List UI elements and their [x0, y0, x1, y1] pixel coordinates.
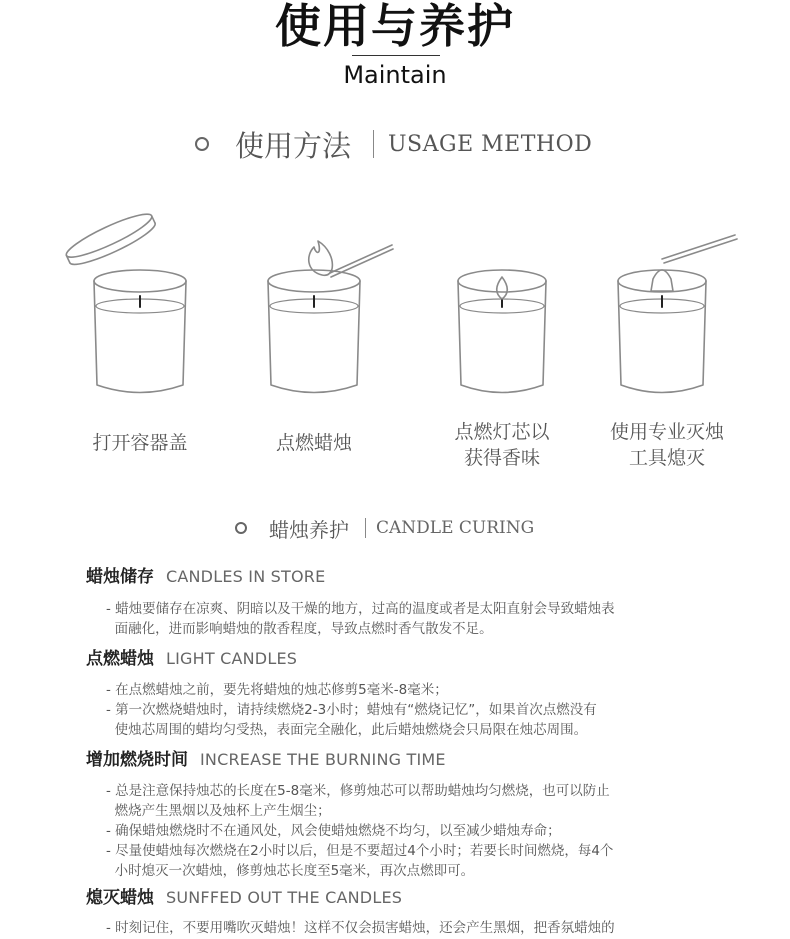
usage-method-heading	[195, 122, 592, 166]
usage-title-zh: 使用方法	[235, 128, 352, 163]
curing-title-zh: 蜡烛养护	[269, 517, 349, 542]
circle-bullet-icon	[195, 137, 209, 151]
title-underline	[352, 55, 440, 56]
page-title: 使用与养护	[275, 0, 515, 53]
care-text-burning-time: - 总是注意保持烛芯的长度在5-8毫米，修剪烛芯可以帮助蜡烛均匀燃烧，也可以防止 燃烧产生黑烟以及烛杯上产生烟尘； - 确保蜡烛燃烧时不在通风处，风会使蜡烛燃烧不均匀，以至减少蜡烛寿命； - 尽量使蜡烛每次燃烧在2小时以后，但是不要超过4个小时；若要长时间燃烧，每4个 小时熄灭一次蜡烛，修剪烛芯长度至5毫米，再次点燃即可。	[106, 783, 614, 879]
step-2-label: 点燃蜡烛	[275, 432, 352, 454]
jar-burning-candle-icon	[458, 270, 546, 393]
jar-with-lid-icon	[63, 208, 186, 393]
usage-steps-illustration	[0, 195, 790, 415]
step-1-label: 打开容器盖	[92, 432, 188, 454]
page-subtitle: Maintain	[343, 61, 447, 89]
curing-title-en: CANDLE CURING	[376, 518, 535, 538]
care-text-store: - 蜡烛要储存在凉爽、阴暗以及干燥的地方，过高的温度或者是太阳直射会导致蜡烛表 面融化，进而影响蜡烛的散香程度，导致点燃时香气散发不足。	[106, 601, 615, 637]
jar-with-snuffer-icon	[618, 235, 737, 393]
step-3-label: 点燃灯芯以 获得香味	[454, 421, 550, 469]
candle-curing-heading	[235, 512, 534, 544]
care-text-snuff-out: - 时刻记住，不要用嘴吹灭蜡烛！这样不仅会损害蜡烛，还会产生黑烟，把香氛蜡烛的	[106, 920, 615, 936]
heading-separator	[365, 518, 366, 538]
jar-lighting-match-icon	[268, 241, 393, 393]
usage-title-en: USAGE METHOD	[388, 131, 593, 157]
heading-separator	[373, 130, 374, 158]
care-text-light: - 在点燃蜡烛之前，要先将蜡烛的烛芯修剪5毫米-8毫米； - 第一次燃烧蜡烛时，请持续燃烧2-3小时；蜡烛有“燃烧记忆”，如果首次点燃没有 使烛芯周围的蜡均匀受热，表面完全融化，此后蜡烛燃烧会只局限在烛芯周围。	[106, 682, 597, 738]
step-4-label: 使用专业灭烛 工具熄灭	[609, 421, 724, 469]
circle-bullet-icon	[235, 522, 247, 534]
care-heading-snuff-out: 熄灭蜡烛 SUNFFED OUT THE CANDLES	[86, 888, 403, 908]
care-heading-light: 点燃蜡烛 LIGHT CANDLES	[86, 649, 298, 669]
care-heading-burning-time: 增加燃烧时间 INCREASE THE BURNING TIME	[86, 750, 446, 770]
care-heading-store: 蜡烛储存 CANDLES IN STORE	[86, 567, 326, 587]
